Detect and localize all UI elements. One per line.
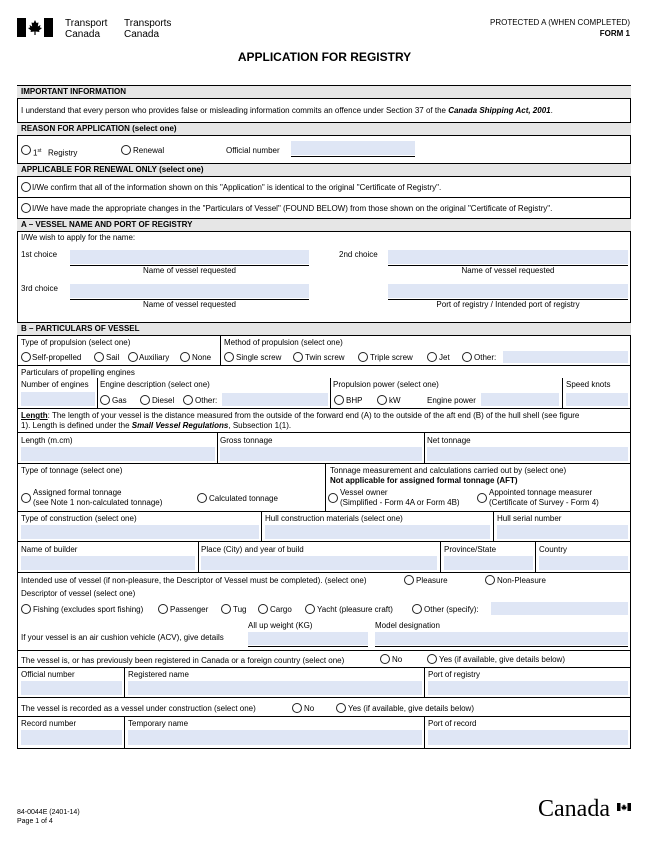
sail-label: Sail [106, 353, 120, 362]
first-registry-radio[interactable] [21, 145, 31, 155]
length-label: Length (m.cm) [21, 436, 73, 445]
passenger-label: Passenger [170, 605, 209, 614]
model-underline [375, 646, 628, 647]
engine-desc-label: Engine description (select one) [100, 380, 210, 389]
section-a-intro: I/We wish to apply for the name: [21, 233, 136, 242]
under-construction-label: The vessel is recorded as a vessel under construction (select one) [21, 704, 256, 713]
record-number-label: Record number [21, 719, 77, 728]
gas-radio[interactable] [100, 395, 110, 405]
yacht-label: Yacht (pleasure craft) [317, 605, 393, 614]
province-field[interactable] [444, 556, 533, 570]
divider [17, 408, 631, 409]
registered-name-field[interactable] [128, 681, 422, 695]
other-use-field[interactable] [491, 602, 628, 615]
divider [261, 511, 262, 541]
divider [17, 511, 631, 512]
third-choice-caption: Name of vessel requested [143, 300, 236, 309]
all-up-weight-underline [248, 646, 368, 647]
tonnage-measurer-radio[interactable] [477, 493, 487, 503]
country-label: Country [539, 545, 568, 554]
bhp-radio[interactable] [334, 395, 344, 405]
twin-screw-label: Twin screw [305, 353, 345, 362]
type-tonnage-label: Type of tonnage (select one) [21, 466, 123, 475]
dept-fr-line-2: Canada [124, 29, 160, 40]
self-propelled-radio[interactable] [21, 352, 31, 362]
other-use-radio[interactable] [412, 604, 422, 614]
gross-tonnage-label: Gross tonnage [220, 436, 273, 445]
other-engine-label: Other: [195, 396, 218, 405]
place-year-label: Place (City) and year of build [201, 545, 304, 554]
protected-label: PROTECTED A (WHEN COMPLETED) [489, 18, 630, 27]
diesel-label: Diesel [152, 396, 175, 405]
second-choice-label: 2nd choice [339, 250, 378, 259]
form-code: 84-0044E (2401-14) [17, 809, 80, 816]
prev-port-registry-field[interactable] [428, 681, 628, 695]
divider [124, 716, 125, 749]
non-pleasure-radio[interactable] [485, 575, 495, 585]
engine-power-field[interactable] [481, 393, 559, 406]
other-engine-radio[interactable] [183, 395, 193, 405]
prev-registered-yes-radio[interactable] [427, 654, 437, 664]
single-screw-label: Single screw [236, 353, 282, 362]
triple-screw-label: Triple screw [370, 353, 413, 362]
other-engine-field[interactable] [222, 393, 328, 406]
acv-label: If your vessel is an air cushion vehicle (ACV), give details [21, 633, 224, 642]
construction-field[interactable] [21, 525, 259, 539]
yacht-radio[interactable] [305, 604, 315, 614]
prev-registered-yes-label: Yes (if available, give details below) [439, 655, 565, 664]
none-radio[interactable] [180, 352, 190, 362]
under-construction-no-label: No [304, 704, 315, 713]
second-choice-caption: Name of vessel requested [461, 266, 555, 275]
under-construction-no-radio[interactable] [292, 703, 302, 713]
num-engines-field[interactable] [21, 392, 95, 406]
all-up-weight-field[interactable] [248, 632, 368, 645]
not-applicable-label: Not applicable for assigned formal tonnage (AFT) [330, 476, 518, 485]
single-screw-radio[interactable] [224, 352, 234, 362]
hull-materials-field[interactable] [265, 525, 490, 539]
builder-label: Name of builder [21, 545, 78, 554]
divider [97, 378, 98, 408]
model-field[interactable] [375, 632, 628, 645]
country-field[interactable] [539, 556, 628, 570]
prev-registered-label: The vessel is, or has previously been registered in Canada or a foreign country (select one) [21, 656, 345, 665]
divider [424, 432, 425, 463]
tug-label: Tug [233, 605, 247, 614]
third-choice-field[interactable] [70, 284, 309, 298]
renewal-heading: APPLICABLE FOR RENEWAL ONLY (select one) [21, 165, 204, 174]
other-method-label: Other: [474, 353, 497, 362]
kw-radio[interactable] [377, 395, 387, 405]
tug-radio[interactable] [221, 604, 231, 614]
page-title: APPLICATION FOR REGISTRY [237, 50, 412, 64]
calculated-tonnage-label: Calculated tonnage [209, 494, 278, 503]
hull-serial-field[interactable] [497, 525, 628, 539]
jet-radio[interactable] [427, 352, 437, 362]
prop-power-label: Propulsion power (select one) [333, 380, 439, 389]
canada-wordmark: Canada [538, 796, 610, 822]
divider [493, 511, 494, 541]
official-number-underline [291, 156, 415, 157]
section-b-heading: B – PARTICULARS OF VESSEL [21, 324, 140, 333]
vessel-owner-radio[interactable] [328, 493, 338, 503]
tonnage-measurer-label-1: Appointed tonnage measurer [489, 488, 593, 497]
renewal-changes-radio[interactable] [21, 203, 31, 213]
renewal-identical-label: I/We confirm that all of the information shown on this "Application" is identical to the original "Certificate of Registry". [32, 183, 442, 192]
temporary-name-label: Temporary name [128, 719, 189, 728]
sail-radio[interactable] [94, 352, 104, 362]
canada-flag-logo [17, 18, 53, 37]
divider [220, 335, 221, 365]
pleasure-radio[interactable] [404, 575, 414, 585]
dept-en-line-2: Canada [65, 29, 101, 40]
divider [17, 197, 631, 198]
cargo-label: Cargo [270, 605, 292, 614]
province-label: Province/State [444, 545, 497, 554]
first-registry-label: 1st Registry [33, 148, 78, 158]
divider [17, 650, 631, 651]
builder-field[interactable] [21, 556, 195, 570]
under-construction-yes-label: Yes (if available, give details below) [348, 704, 474, 713]
net-tonnage-label: Net tonnage [427, 436, 471, 445]
vessel-owner-label-1: Vessel owner [340, 488, 388, 497]
place-year-field[interactable] [201, 556, 437, 570]
first-choice-caption: Name of vessel requested [143, 266, 236, 275]
renewal-label: Renewal [133, 146, 165, 155]
jet-label: Jet [439, 353, 450, 362]
prev-registered-no-radio[interactable] [380, 654, 390, 664]
prev-registered-no-label: No [392, 655, 403, 664]
assigned-tonnage-radio[interactable] [21, 493, 31, 503]
propulsion-type-label: Type of propulsion (select one) [21, 338, 131, 347]
fishing-label: Fishing (excludes sport fishing) [33, 605, 144, 614]
divider [535, 541, 536, 572]
auxiliary-radio[interactable] [128, 352, 138, 362]
pleasure-label: Pleasure [416, 576, 448, 585]
diesel-radio[interactable] [140, 395, 150, 405]
section-a-heading: A – VESSEL NAME AND PORT OF REGISTRY [21, 220, 193, 229]
divider [124, 667, 125, 697]
renewal-identical-radio[interactable] [21, 182, 31, 192]
reason-heading: REASON FOR APPLICATION (select one) [21, 124, 177, 133]
assigned-tonnage-label-2: (see Note 1 non-calculated tonnage) [33, 498, 163, 507]
divider [424, 716, 425, 749]
divider [17, 365, 631, 366]
other-use-label: Other (specify): [424, 605, 479, 614]
divider [17, 697, 631, 698]
port-record-label: Port of record [428, 719, 477, 728]
assigned-tonnage-label-1: Assigned formal tonnage [33, 488, 122, 497]
auxiliary-label: Auxiliary [139, 353, 170, 362]
dept-en-line-1: Transport [65, 18, 108, 29]
tonnage-measurer-label-2: (Certificate of Survey - Form 4) [489, 498, 599, 507]
divider [17, 541, 631, 542]
official-number-label: Official number [226, 146, 280, 155]
divider [17, 667, 631, 668]
particulars-engines-label: Particulars of propelling engines [21, 368, 135, 377]
divider [17, 432, 631, 433]
divider [198, 541, 199, 572]
port-registry-caption: Port of registry / Intended port of registry [436, 300, 580, 309]
first-choice-label: 1st choice [21, 250, 58, 259]
method-label: Method of propulsion (select one) [224, 338, 343, 347]
intended-use-label: Intended use of vessel (if non-pleasure, the Descriptor of Vessel must be completed). (select one) [21, 576, 367, 585]
triple-screw-radio[interactable] [358, 352, 368, 362]
hull-serial-label: Hull serial number [497, 514, 562, 523]
official-number-field[interactable] [291, 141, 415, 155]
calculated-tonnage-radio[interactable] [197, 493, 207, 503]
record-number-field[interactable] [21, 730, 122, 745]
first-choice-field[interactable] [70, 250, 309, 264]
temporary-name-field[interactable] [128, 730, 422, 745]
fishing-radio[interactable] [21, 604, 31, 614]
divider [17, 463, 631, 464]
passenger-radio[interactable] [158, 604, 168, 614]
under-construction-yes-radio[interactable] [336, 703, 346, 713]
cargo-radio[interactable] [258, 604, 268, 614]
construction-label: Type of construction (select one) [21, 514, 137, 523]
twin-screw-radio[interactable] [293, 352, 303, 362]
second-choice-field[interactable] [388, 250, 628, 264]
model-label: Model designation [375, 621, 440, 630]
divider [330, 378, 331, 408]
other-method-radio[interactable] [462, 352, 472, 362]
port-registry-field[interactable] [388, 284, 628, 298]
page-number: Page 1 of 4 [17, 818, 53, 825]
wordmark-flag-icon [617, 798, 631, 806]
num-engines-label: Number of engines [21, 380, 89, 389]
registered-name-label: Registered name [128, 670, 189, 679]
divider [562, 378, 563, 408]
divider [424, 667, 425, 697]
prev-official-number-field[interactable] [21, 681, 122, 695]
self-propelled-label: Self-propelled [32, 353, 82, 362]
third-choice-label: 3rd choice [21, 284, 58, 293]
other-method-field[interactable] [503, 351, 628, 363]
renewal-radio[interactable] [121, 145, 131, 155]
vessel-owner-label-2: (Simplified - Form 4A or Form 4B) [340, 498, 460, 507]
gross-tonnage-field[interactable] [220, 447, 422, 461]
divider [440, 541, 441, 572]
important-heading: IMPORTANT INFORMATION [21, 87, 127, 96]
all-up-weight-label: All up weight (KG) [248, 621, 313, 630]
divider [217, 432, 218, 463]
non-pleasure-label: Non-Pleasure [497, 576, 546, 585]
dept-fr-line-1: Transports [124, 18, 172, 29]
kw-label: kW [389, 396, 401, 405]
speed-label: Speed knots [566, 380, 611, 389]
none-label: None [192, 353, 212, 362]
tonnage-by-label: Tonnage measurement and calculations carried out by (select one) [330, 466, 567, 475]
length-notice-line-1: Length: The length of your vessel is the distance measured from the outside of the forward end (A) to the outside of the aft end (B) of the hull shell (see figure [21, 411, 580, 420]
port-record-field[interactable] [428, 730, 628, 745]
engine-power-label: Engine power [427, 396, 476, 405]
speed-field[interactable] [566, 393, 628, 406]
divider [17, 716, 631, 717]
length-field[interactable] [21, 447, 215, 461]
prev-port-registry-label: Port of registry [428, 670, 481, 679]
divider [325, 463, 326, 511]
prev-official-number-label: Official number [21, 670, 75, 679]
hull-materials-label: Hull construction materials (select one) [265, 514, 403, 523]
divider [17, 572, 631, 573]
bhp-label: BHP [346, 396, 363, 405]
gas-label: Gas [112, 396, 127, 405]
renewal-changes-label: I/We have made the appropriate changes in the "Particulars of Vessel" (FOUND BELOW) from those shown on the original "Certificate of Registry". [32, 204, 553, 213]
net-tonnage-field[interactable] [427, 447, 628, 461]
important-text: I understand that every person who provides false or misleading information commits an offence under Section 37 of the Canada Shipping Act, 2001. [21, 106, 553, 115]
descriptor-label: Descriptor of vessel (select one) [21, 589, 136, 598]
length-notice-line-2: 1). Length is defined under the Small Vessel Regulations, Subsection 1(1). [21, 421, 292, 430]
form-number: FORM 1 [599, 29, 630, 38]
